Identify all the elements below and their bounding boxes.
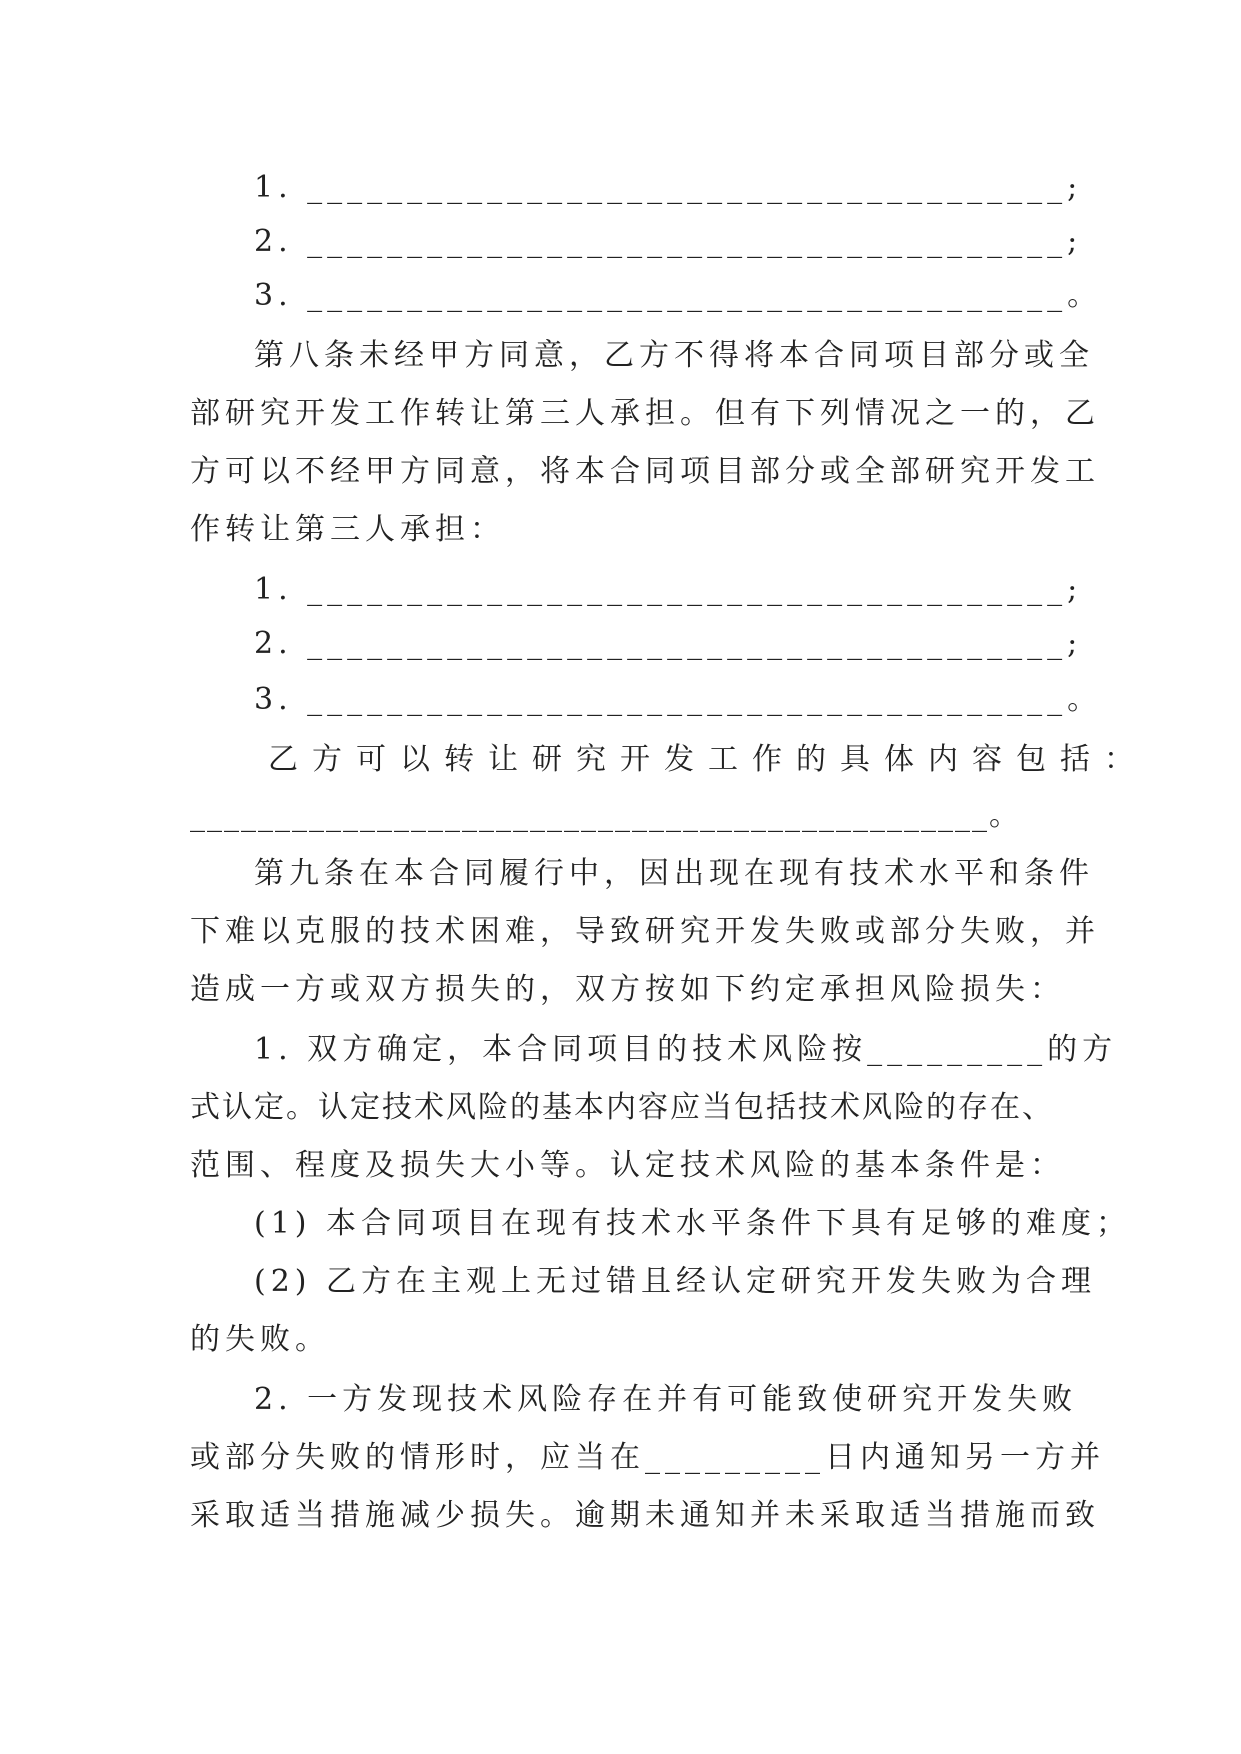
article-9-line-3: 造成一方或双方损失的，双方按如下约定承担风险损失： xyxy=(190,972,1065,1007)
clause-2-line-2: 或部分失败的情形时，应当在_________日内通知另一方并 xyxy=(190,1440,1105,1475)
blank-item-1: 1. ______________________________________; xyxy=(254,572,1083,607)
clause-2-line-3: 采取适当措施减少损失。逾期未通知并未采取适当措施而致 xyxy=(190,1498,1100,1533)
blank-item-3: 3. ______________________________________。 xyxy=(254,682,1103,717)
clause-2-line-1: 2. 一方发现技术风险存在并有可能致使研究开发失败 xyxy=(254,1382,1078,1417)
clause-1-line-3: 范围、程度及损失大小等。认定技术风险的基本条件是： xyxy=(190,1148,1065,1183)
condition-2-line-1: (2) 乙方在主观上无过错且经认定研究开发失败为合理 xyxy=(254,1264,1097,1299)
article-8-line-1: 第八条未经甲方同意，乙方不得将本合同项目部分或全 xyxy=(254,338,1094,373)
transfer-content-label: 乙方可以转让研究开发工作的具体内容包括： xyxy=(268,742,1148,777)
article-8-line-3: 方可以不经甲方同意，将本合同项目部分或全部研究开发工 xyxy=(190,454,1100,489)
article-9-line-2: 下难以克服的技术困难，导致研究开发失败或部分失败，并 xyxy=(190,914,1100,949)
blank-item-3: 3. ______________________________________。 xyxy=(254,278,1103,313)
condition-1: (1) 本合同项目在现有技术水平条件下具有足够的难度； xyxy=(254,1206,1132,1241)
condition-2-line-2: 的失败。 xyxy=(190,1322,330,1357)
clause-1-line-1: 1. 双方确定，本合同项目的技术风险按_________的方 xyxy=(254,1032,1118,1067)
blank-item-1: 1. ______________________________________; xyxy=(254,170,1083,205)
transfer-content-blank: _______________________________________________。 xyxy=(190,798,1021,833)
article-8-line-4: 作转让第三人承担： xyxy=(190,512,505,547)
blank-item-2: 2. ______________________________________; xyxy=(254,224,1083,259)
clause-1-line-2: 式认定。认定技术风险的基本内容应当包括技术风险的存在、 xyxy=(190,1090,1054,1125)
article-9-line-1: 第九条在本合同履行中，因出现在现有技术水平和条件 xyxy=(254,856,1094,891)
article-8-line-2: 部研究开发工作转让第三人承担。但有下列情况之一的，乙 xyxy=(190,396,1100,431)
blank-item-2: 2. ______________________________________; xyxy=(254,626,1083,661)
